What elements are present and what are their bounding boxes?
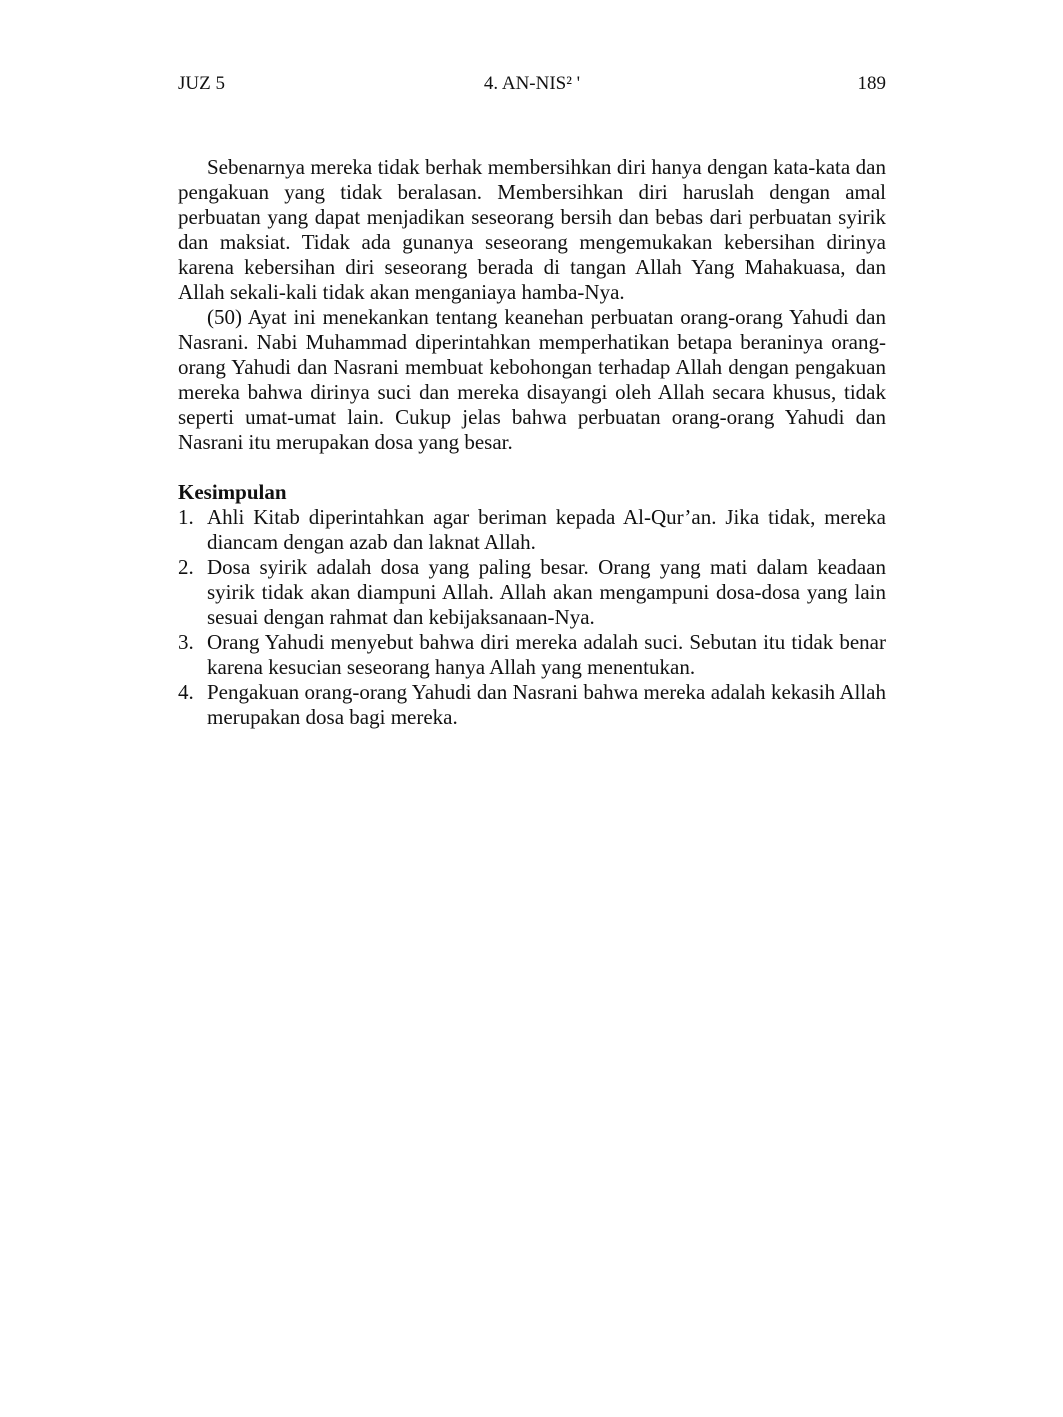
conclusion-list <box>178 505 886 730</box>
list-text: Dosa syirik adalah dosa yang paling besar. Orang yang mati dalam keadaan syirik tidak akan diampuni Allah. Allah akan mengampuni dosa-dosa yang lain sesuai dengan rahmat dan kebijaksanaan-Nya. <box>207 555 886 629</box>
list-item <box>178 630 886 680</box>
conclusion-heading: Kesimpulan <box>178 480 287 504</box>
list-item <box>178 680 886 730</box>
list-number: 4. <box>178 680 194 704</box>
body-text <box>178 155 886 730</box>
list-text: Pengakuan orang-orang Yahudi dan Nasrani bahwa mereka adalah kekasih Allah merupakan dosa bagi mereka. <box>207 680 886 729</box>
page-number: 189 <box>857 73 886 94</box>
list-item <box>178 555 886 630</box>
running-header <box>178 70 886 100</box>
paragraph-1: Sebenarnya mereka tidak berhak membersihkan diri hanya dengan kata-kata dan pengakuan yang tidak beralasan. Membersihkan diri haruslah dengan amal perbuatan yang dapat menjadikan seseorang bersih dan bebas dari perbuatan syirik dan maksiat. Tidak ada gunanya seseorang mengemukakan kebersihan dirinya karena kebersihan diri seseorang berada di tangan Allah Yang Mahakuasa, dan Allah sekali-kali tidak akan menganiaya hamba-Nya. <box>178 155 886 304</box>
list-text: Ahli Kitab diperintahkan agar beriman kepada Al-Qur’an. Jika tidak, mereka diancam dengan azab dan laknat Allah. <box>207 505 886 554</box>
paragraph-2: (50) Ayat ini menekankan tentang keanehan perbuatan orang-orang Yahudi dan Nasrani. Nabi Muhammad diperintahkan memperhatikan betapa beraninya orang-orang Yahudi dan Nasrani membuat kebohongan terhadap Allah dengan pengakuan mereka bahwa dirinya suci dan mereka disayangi oleh Allah secara khusus, tidak seperti umat-umat lain. Cukup jelas bahwa perbuatan orang-orang Yahudi dan Nasrani itu merupakan dosa yang besar. <box>178 305 886 454</box>
list-number: 3. <box>178 630 194 654</box>
list-number: 1. <box>178 505 194 529</box>
list-item <box>178 505 886 555</box>
header-juz: JUZ 5 <box>178 73 225 94</box>
document-page <box>178 70 886 730</box>
header-surah: 4. AN-NIS² ' <box>483 73 581 94</box>
list-text: Orang Yahudi menyebut bahwa diri mereka adalah suci. Sebutan itu tidak benar karena kesucian seseorang hanya Allah yang menentukan. <box>207 630 886 679</box>
list-number: 2. <box>178 555 194 579</box>
